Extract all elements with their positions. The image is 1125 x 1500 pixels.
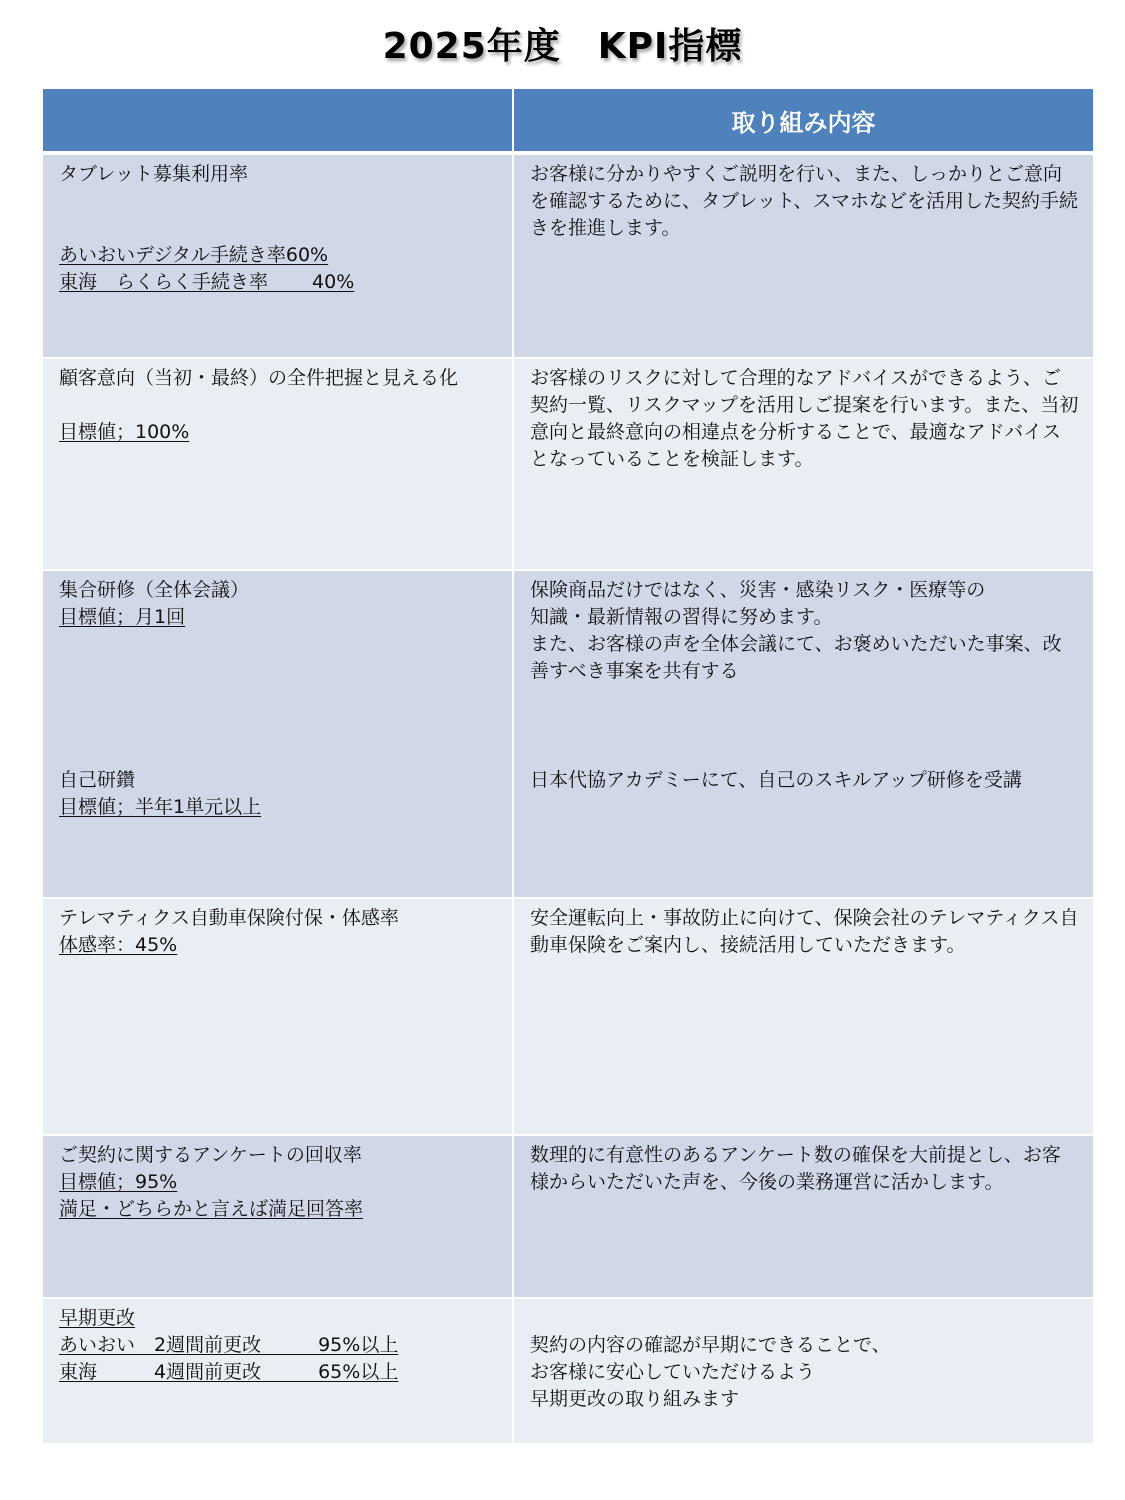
content-cell <box>514 1136 1093 1299</box>
kpi-name: 自己研鑽 <box>59 769 136 791</box>
kpi-cell <box>43 1136 514 1299</box>
kpi-cell <box>43 571 514 899</box>
kpi-target: 満足・どちらかと言えば満足回答率 <box>59 1198 364 1220</box>
table-header-row <box>43 89 1093 155</box>
header-content: 取り組み内容 <box>514 89 1093 155</box>
content-cell <box>514 571 1093 899</box>
content-text: 数理的に有意性のあるアンケート数の確保を大前提とし、お客様からいただいた声を、今後の業務運営に活かします。 <box>530 1144 1061 1193</box>
kpi-target: 目標値；95% <box>59 1171 178 1193</box>
kpi-target: あいおいデジタル手続き率60% <box>59 244 329 266</box>
page-title: 2025年度 KPI指標 <box>382 26 743 67</box>
kpi-name: ご契約に関するアンケートの回収率 <box>59 1144 362 1166</box>
kpi-cell <box>43 155 514 359</box>
table-row <box>43 155 1093 359</box>
content-cell <box>514 1299 1093 1445</box>
table-row <box>43 1299 1093 1445</box>
content-text: また、お客様の声を全体会議にて、お褒めいただいた事案、改善すべき事案を共有する <box>530 633 1062 682</box>
table-row <box>43 1136 1093 1299</box>
content-cell <box>514 359 1093 571</box>
kpi-name: 集合研修（全体会議） <box>59 579 250 601</box>
kpi-target: 体感率：45% <box>59 934 178 956</box>
kpi-cell <box>43 899 514 1136</box>
content-cell <box>514 155 1093 359</box>
kpi-name: 顧客意向（当初・最終）の全件把握と見える化 <box>59 367 459 389</box>
kpi-target: 目標値；月1回 <box>59 606 186 628</box>
content-text: 契約の内容の確認が早期にできることで、 <box>530 1334 891 1356</box>
kpi-cell <box>43 1299 514 1445</box>
header-kpi <box>43 89 514 155</box>
kpi-target: あいおい 2週間前更改 95%以上 <box>59 1334 399 1356</box>
content-text: 日本代協アカデミーにて、自己のスキルアップ研修を受講 <box>530 769 1022 791</box>
kpi-target: 東海 らくらく手続き率 40% <box>59 271 355 293</box>
kpi-cell <box>43 359 514 571</box>
kpi-target: 目標値；100% <box>59 421 190 443</box>
kpi-name: テレマティクス自動車保険付保・体感率 <box>59 907 399 929</box>
kpi-table <box>43 89 1093 1445</box>
content-text: 安全運転向上・事故防止に向けて、保険会社のテレマティクス自動車保険をご案内し、接続活用していただきます。 <box>530 907 1079 956</box>
kpi-name: 早期更改 <box>59 1307 136 1329</box>
content-text: 保険商品だけではなく、災害・感染リスク・医療等の <box>530 579 986 601</box>
content-text: お客様のリスクに対して合理的なアドバイスができるよう、ご契約一覧、リスクマップを活用しご提案を行います。また、当初意向と最終意向の相違点を分析することで、最適なアドバイスとなっていることを検証します。 <box>530 367 1079 470</box>
content-text: 知識・最新情報の習得に努めます。 <box>530 606 833 628</box>
content-text: 早期更改の取り組みます <box>530 1388 740 1410</box>
content-cell <box>514 899 1093 1136</box>
content-text: お客様に分かりやすくご説明を行い、また、しっかりとご意向を確認するために、タブレット、スマホなどを活用した契約手続きを推進します。 <box>530 163 1078 239</box>
content-text: お客様に安心していただけるよう <box>530 1361 816 1383</box>
kpi-target: 目標値；半年1単元以上 <box>59 796 262 818</box>
table-row <box>43 359 1093 571</box>
table-row <box>43 571 1093 899</box>
kpi-name: タブレット募集利用率 <box>59 163 249 185</box>
table-row <box>43 899 1093 1136</box>
kpi-target: 東海 4週間前更改 65%以上 <box>59 1361 399 1383</box>
